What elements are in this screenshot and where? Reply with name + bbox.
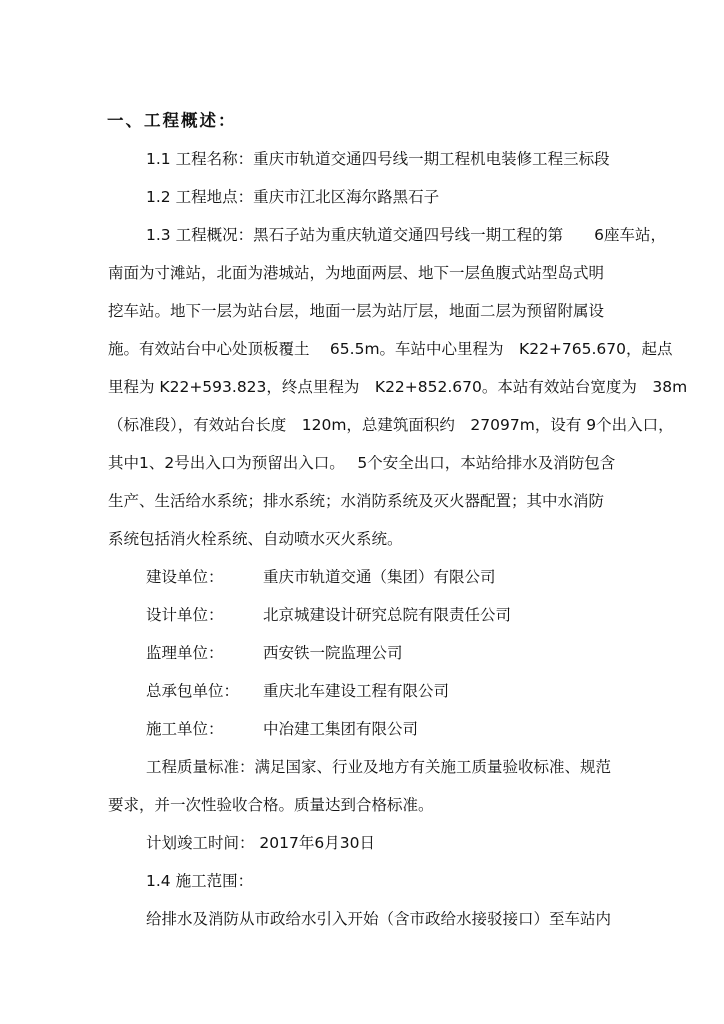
party-label-designer: 设计单位： (146, 606, 224, 624)
overview-line-5: 里程为 K22+593.823，终点里程为 K22+852.670。本站有效站台宽度为 38m (108, 378, 688, 396)
overview-line-4: 施。有效站台中心处顶板覆土 65.5m。车站中心里程为 K22+765.670，起点 (108, 340, 673, 358)
scope-heading: 1.4 施工范围： (146, 872, 254, 890)
party-label-owner: 建设单位： (146, 568, 224, 586)
completion-line: 计划竣工时间： 2017年6月30日 (146, 834, 375, 852)
party-label-builder: 施工单位： (146, 720, 224, 738)
party-value-supervisor: 西安铁一院监理公司 (263, 644, 403, 662)
scope-line-1: 给排水及消防从市政给水引入开始（含市政给水接驳接口）至车站内 (146, 910, 612, 928)
overview-line-6: （标准段），有效站台长度 120m，总建筑面积约 27097m，设有 9个出入口， (108, 416, 674, 434)
party-value-general-contractor: 重庆北车建设工程有限公司 (263, 682, 450, 700)
quality-line-2: 要求，并一次性验收合格。质量达到合格标准。 (108, 796, 434, 814)
overview-line-8: 生产、生活给水系统；排水系统；水消防系统及灭火器配置；其中水消防 (108, 492, 605, 510)
section-heading: 一、工程概述： (107, 111, 237, 130)
party-value-owner: 重庆市轨道交通（集团）有限公司 (263, 568, 496, 586)
party-value-designer: 北京城建设计研究总院有限责任公司 (263, 606, 512, 624)
project-name-line: 1.1 工程名称：重庆市轨道交通四号线一期工程机电装修工程三标段 (146, 150, 610, 168)
overview-line-1: 1.3 工程概况：黑石子站为重庆轨道交通四号线一期工程的第 6座车站， (146, 226, 666, 244)
quality-line-1: 工程质量标准：满足国家、行业及地方有关施工质量验收标准、规范 (146, 758, 612, 776)
overview-line-9: 系统包括消火栓系统、自动喷水灭火系统。 (108, 530, 403, 548)
party-label-supervisor: 监理单位： (146, 644, 224, 662)
overview-line-2: 南面为寸滩站，北面为港城站，为地面两层、地下一层鱼腹式站型岛式明 (108, 264, 605, 282)
project-location-line: 1.2 工程地点：重庆市江北区海尔路黑石子 (146, 188, 440, 206)
overview-line-3: 挖车站。地下一层为站台层，地面一层为站厅层，地面二层为预留附属设 (108, 302, 605, 320)
overview-line-7: 其中1、2号出入口为预留出入口。 5个安全出口，本站给排水及消防包含 (108, 454, 616, 472)
party-label-general-contractor: 总承包单位： (146, 682, 240, 700)
party-value-builder: 中冶建工集团有限公司 (263, 720, 419, 738)
